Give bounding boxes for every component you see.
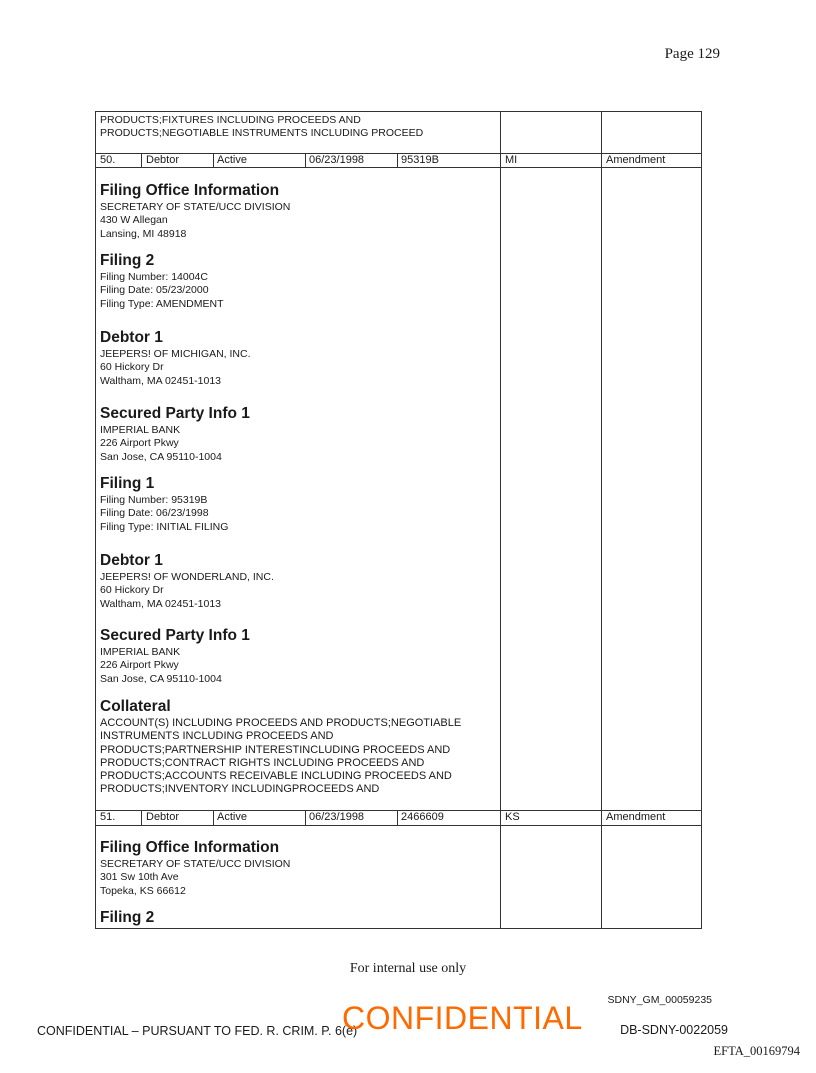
table-row-51 xyxy=(96,810,701,825)
collateral-continuation: PRODUCTS;FIXTURES INCLUDING PROCEEDS AND PRODUCTS;NEGOTIABLE INSTRUMENTS INCLUDING PROCEED xyxy=(100,114,424,140)
filing-details: Filing Number: 14004C Filing Date: 05/23/2000 Filing Type: AMENDMENT xyxy=(100,271,224,310)
collateral-details: ACCOUNT(S) INCLUDING PROCEEDS AND PRODUCTS;NEGOTIABLE INSTRUMENTS INCLUDING PROCEEDS AND PRODUCTS;PARTNERSHIP INTERESTINCLUDING PROCEEDS AND PRODUCTS;CONTRACT RIGHTS INCLUDING PROCEEDS AND PRODUCTS;ACCOUNTS RECEIVABLE INCLUDING PROCEEDS AND PRODUCTS;INVENTORY INCLUDINGPROCEEDS AND xyxy=(100,717,462,796)
filing-number: 95319B xyxy=(401,154,439,166)
debtor-details: JEEPERS! OF WONDERLAND, INC. 60 Hickory Dr Waltham, MA 02451-1013 xyxy=(100,571,274,610)
row-number: 51. xyxy=(100,811,116,823)
section-title: Filing 2 xyxy=(100,252,155,269)
filing-office-details: SECRETARY OF STATE/UCC DIVISION 430 W Allegan Lansing, MI 48918 xyxy=(100,201,291,240)
filing-type: Amendment xyxy=(606,811,666,823)
efta-number: EFTA_00169794 xyxy=(713,1044,800,1058)
row-divider xyxy=(96,167,701,168)
section-title: Secured Party Info 1 xyxy=(100,627,250,644)
secured-party-details: IMPERIAL BANK 226 Airport Pkwy San Jose, CA 95110-1004 xyxy=(100,424,222,463)
state: MI xyxy=(505,154,518,166)
section-title: Secured Party Info 1 xyxy=(100,405,250,422)
bates-number: DB-SDNY-0022059 xyxy=(620,1023,728,1037)
page-number: Page 129 xyxy=(664,46,720,62)
status: Active xyxy=(217,154,247,166)
column-divider xyxy=(601,112,602,928)
section-title: Filing 2 xyxy=(100,909,155,926)
confidential-stamp: CONFIDENTIAL xyxy=(342,1000,583,1036)
filing-type: Amendment xyxy=(606,154,666,166)
section-title: Collateral xyxy=(100,698,171,715)
section-title: Debtor 1 xyxy=(100,552,163,569)
section-title: Debtor 1 xyxy=(100,329,163,346)
status: Active xyxy=(217,811,247,823)
secured-party-details: IMPERIAL BANK 226 Airport Pkwy San Jose, CA 95110-1004 xyxy=(100,646,222,685)
filing-date: 06/23/1998 xyxy=(309,154,365,166)
filing-date: 06/23/1998 xyxy=(309,811,365,823)
records-table xyxy=(95,111,702,929)
filing-number: 2466609 xyxy=(401,811,444,823)
section-title: Filing Office Information xyxy=(100,839,280,856)
internal-use-notice: For internal use only xyxy=(349,961,467,976)
party-role: Debtor xyxy=(146,154,180,166)
row-divider xyxy=(96,825,701,826)
section-title: Filing Office Information xyxy=(100,182,280,199)
table-row-50 xyxy=(96,153,701,167)
debtor-details: JEEPERS! OF MICHIGAN, INC. 60 Hickory Dr Waltham, MA 02451-1013 xyxy=(100,348,251,387)
row-number: 50. xyxy=(100,154,116,166)
column-divider xyxy=(500,112,501,928)
section-title: Filing 1 xyxy=(100,475,155,492)
filing-details: Filing Number: 95319B Filing Date: 06/23/1998 Filing Type: INITIAL FILING xyxy=(100,494,229,533)
filing-office-details: SECRETARY OF STATE/UCC DIVISION 301 Sw 10th Ave Topeka, KS 66612 xyxy=(100,858,291,897)
state: KS xyxy=(505,811,520,823)
bates-number: SDNY_GM_00059235 xyxy=(607,994,712,1006)
confidentiality-notice: CONFIDENTIAL – PURSUANT TO FED. R. CRIM. P. 6(e) xyxy=(37,1024,358,1038)
party-role: Debtor xyxy=(146,811,180,823)
